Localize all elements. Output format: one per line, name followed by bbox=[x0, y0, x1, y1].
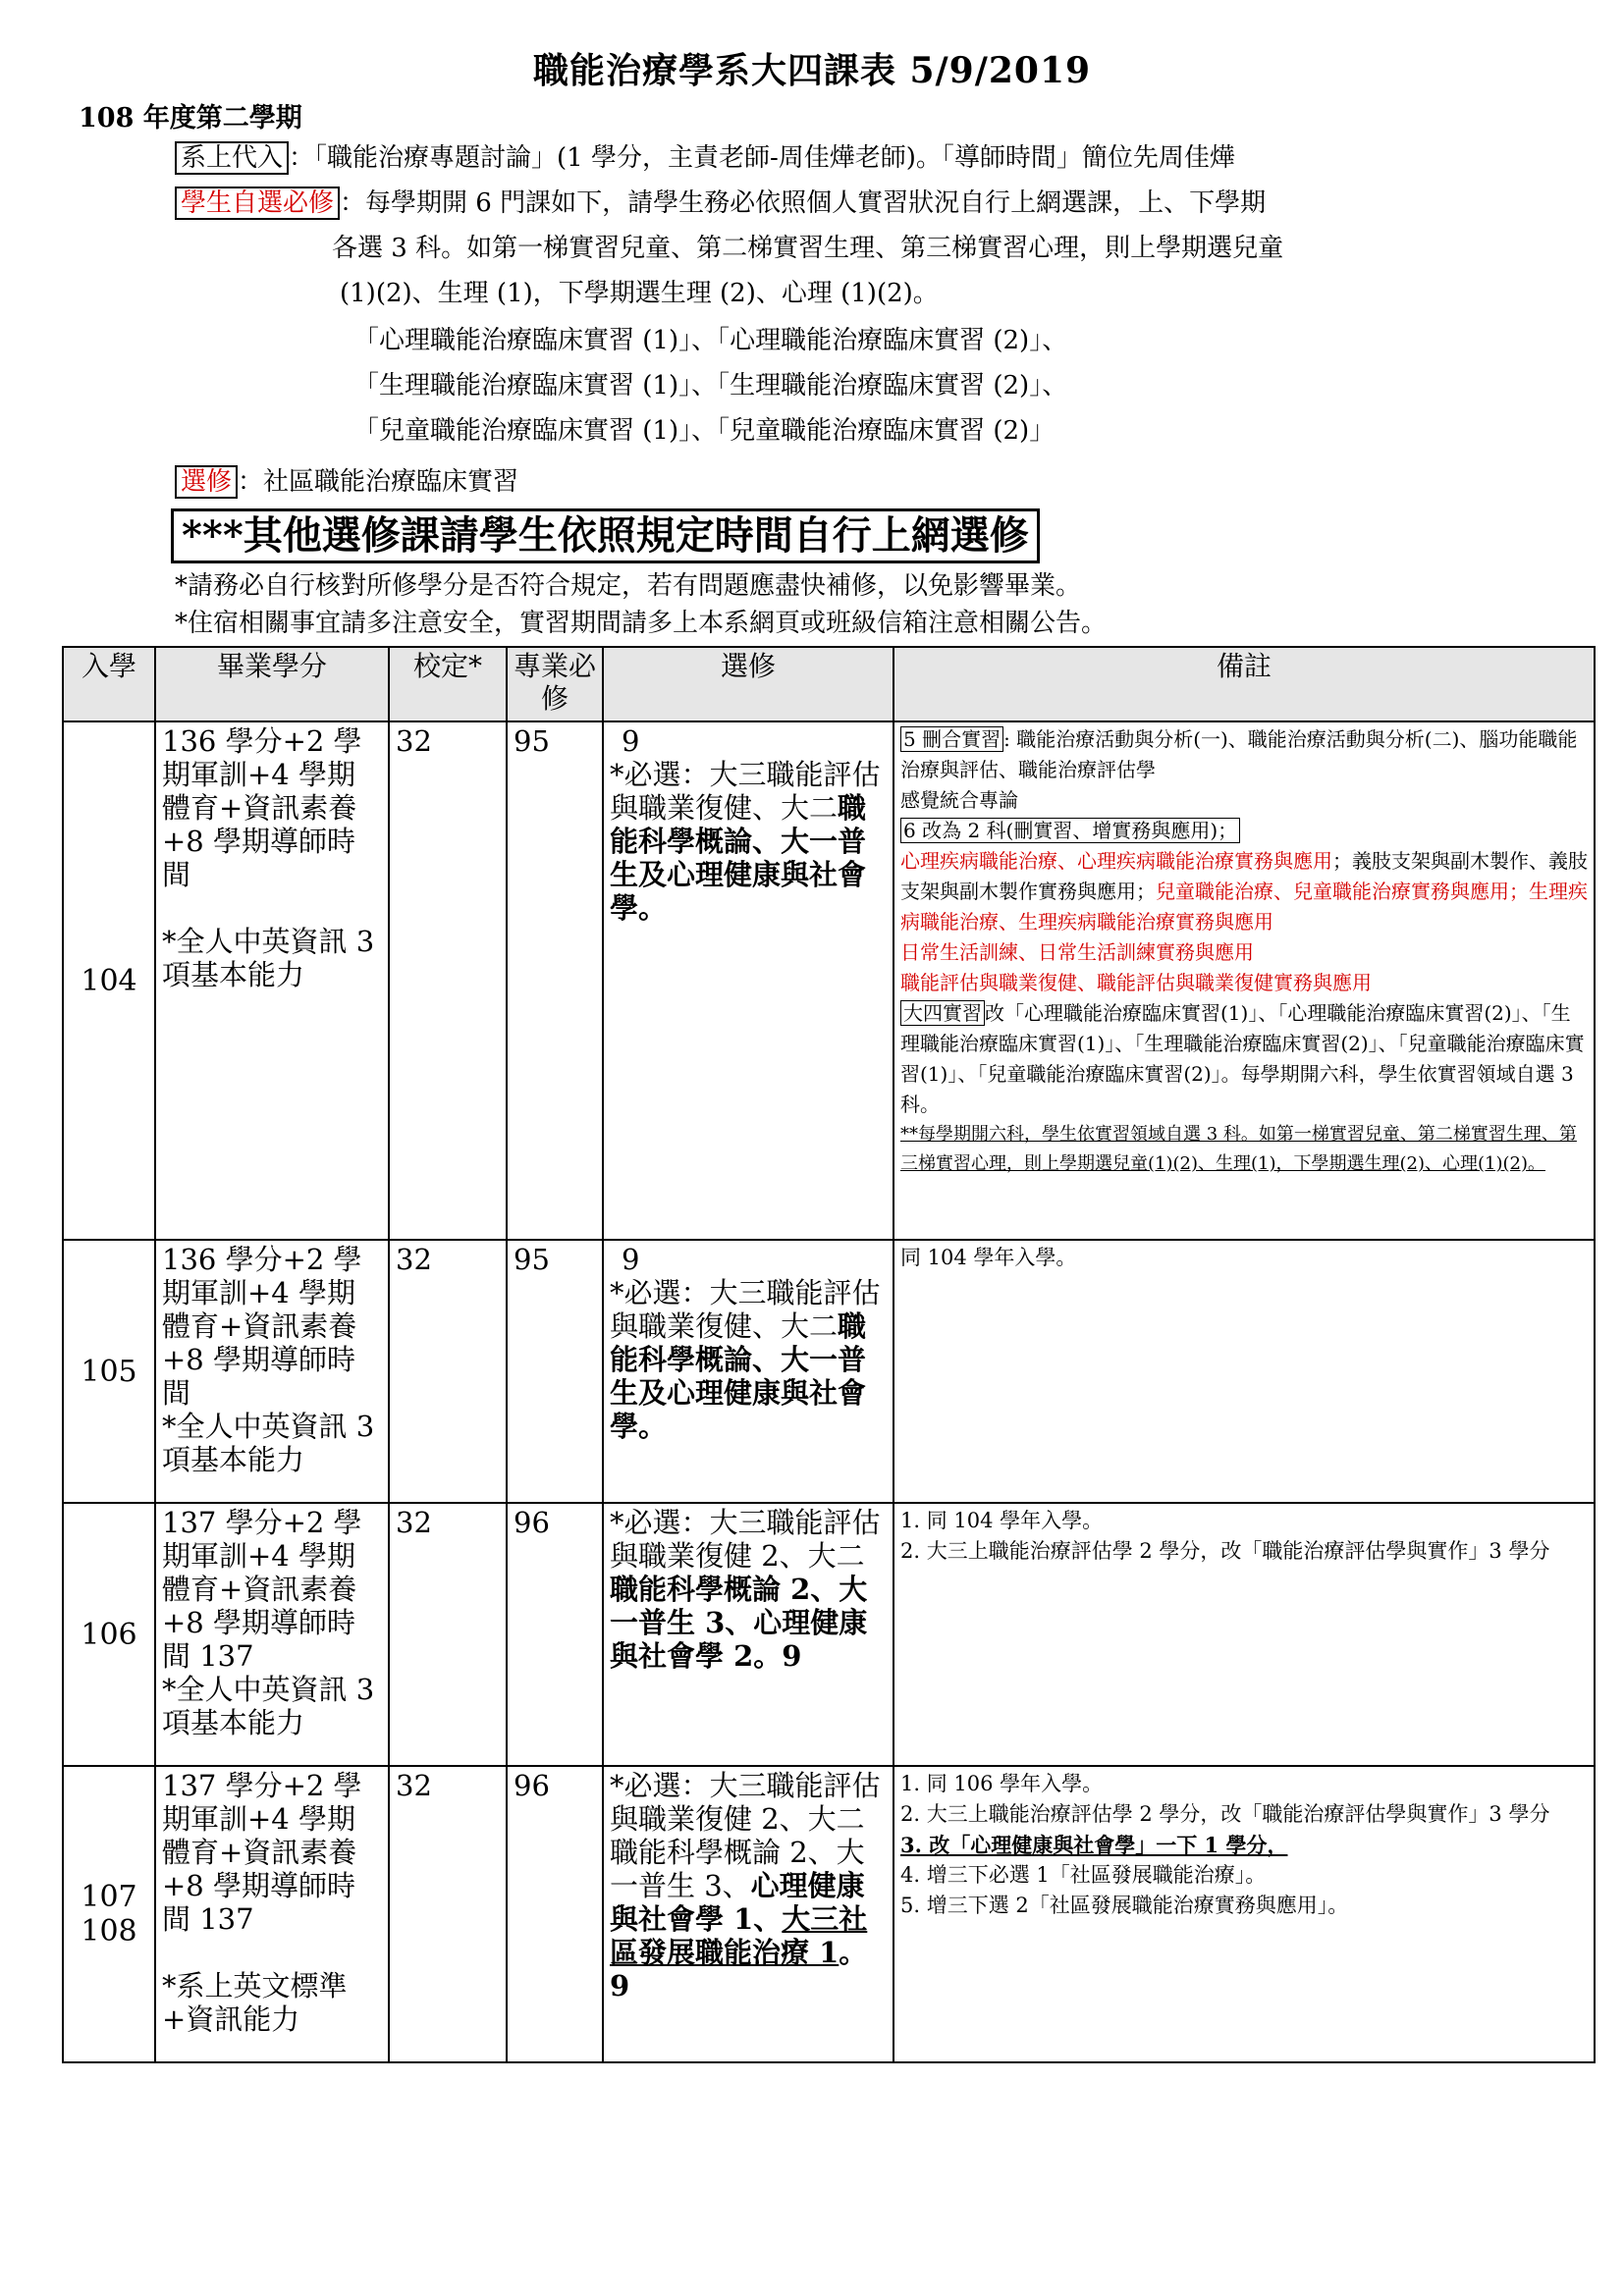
schedule-table bbox=[62, 646, 1596, 2063]
dept-text: ：「職能治療專題討論」(1 學分，主責老師-周佳燁老師)。「導師時間」簡位先周佳燁 bbox=[289, 143, 1235, 173]
elective-text: ：社區職能治療臨床實習 bbox=[238, 467, 519, 497]
required-text-1: ：每學期開 6 門課如下，請學生務必依照個人實習狀況自行上網選課，上、下學期 bbox=[340, 188, 1267, 218]
remark-item: 1. 同 106 學年入學。 bbox=[900, 1772, 1104, 1795]
reminder-2: *住宿相關事宜請多注意安全，實習期間請多上本系網頁或班級信箱注意相關公告。 bbox=[175, 609, 1108, 638]
remark-text: 改「心理職能治療臨床實習(1)」、「心理職能治療臨床實習(2)」、「生理職能治療臨床實習(1)」、「生理職能治療臨床實習(2)」、「兒童職能治療臨床實習(1)」、「兒童職能治療臨床實習(2)」。每學期開六科，學生依實習領域自選 3 科。 bbox=[900, 1001, 1585, 1116]
remarks-cell bbox=[893, 1766, 1595, 2062]
elective-number: 9 bbox=[622, 724, 640, 758]
header-school: 校定* bbox=[389, 647, 507, 721]
required-text-3: (1)(2)、生理 (1)，下學期選生理 (2)、心理 (1)(2)。 bbox=[340, 279, 939, 308]
major-cell: 95 bbox=[507, 721, 603, 1240]
grad-cell bbox=[155, 1240, 389, 1503]
remarks-cell bbox=[893, 721, 1595, 1240]
elective-required: *必選：大三職能評估與職業復健 2、大二 bbox=[610, 1506, 881, 1573]
grad-note: *全人中英資訊 3 項基本能力 bbox=[162, 925, 375, 991]
remark-item: 2. 大三上職能治療評估學 2 學分，改「職能治療評估學與實作」3 學分 bbox=[900, 1802, 1550, 1826]
remark-item: 2. 大三上職能治療評估學 2 學分，改「職能治療評估學與實作」3 學分 bbox=[900, 1539, 1550, 1563]
year-107: 107 bbox=[81, 1880, 137, 1914]
header-major: 專業必修 bbox=[507, 647, 603, 721]
elective-required: *必選：大三職能評估與職業復健、大二 bbox=[610, 758, 881, 825]
year-108: 108 bbox=[81, 1914, 137, 1949]
elective-cell bbox=[603, 1240, 893, 1503]
school-cell: 32 bbox=[389, 721, 507, 1240]
required-text-2: 各選 3 科。如第一梯實習兒童、第二梯實習生理、第三梯實習心理，則上學期選兒童 bbox=[332, 234, 1284, 263]
remark-red: 兒童職能治療、兒童職能治療實務與應用；生理疾病職能治療、生理疾病職能治療實務與應用 bbox=[900, 880, 1588, 934]
elective-note bbox=[175, 463, 518, 501]
table-row bbox=[63, 1240, 1595, 1503]
elective-required-bold: 職能科學概論 2、大一普生 3、心理健康與社會學 2。9 bbox=[610, 1573, 868, 1673]
school-cell: 32 bbox=[389, 1240, 507, 1503]
header-year: 入學 bbox=[63, 647, 155, 721]
header-grad: 畢業學分 bbox=[155, 647, 389, 721]
elective-tag: 選修 bbox=[175, 465, 238, 499]
grad-cell bbox=[155, 1766, 389, 2062]
grad-note: *全人中英資訊 3 項基本能力 bbox=[162, 1673, 375, 1739]
elective-required: *必選：大三職能評估與職業復健 2、大二職能科學概論 2、大一普生 3、 bbox=[610, 1769, 881, 1902]
school-cell: 32 bbox=[389, 1503, 507, 1766]
grad-note: *全人中英資訊 3 項基本能力 bbox=[162, 1410, 375, 1476]
major-cell: 96 bbox=[507, 1503, 603, 1766]
grad-note: *系上英文標準+資訊能力 bbox=[162, 1969, 348, 2036]
table-header-row bbox=[63, 647, 1595, 721]
grad-text: 137 學分+2 學期軍訓+4 學期體育+資訊素養+8 學期導師時間 137 bbox=[162, 1769, 362, 1936]
header-elective: 選修 bbox=[603, 647, 893, 721]
course-line-2: 「生理職能治療臨床實習 (1)」、「生理職能治療臨床實習 (2)」、 bbox=[353, 371, 1068, 400]
big-notice: ***其他選修課請學生依照規定時間自行上網選修 bbox=[171, 508, 1040, 563]
year-cell bbox=[63, 1766, 155, 2062]
term-label: 108 年度第二學期 bbox=[79, 103, 302, 133]
year-cell: 104 bbox=[63, 721, 155, 1240]
grad-text: 136 學分+2 學期軍訓+4 學期體育+資訊素養+8 學期導師時間 bbox=[162, 1243, 362, 1410]
remark-tag-merge: 5 刪合實習 bbox=[900, 726, 1003, 752]
elective-cell bbox=[603, 721, 893, 1240]
remarks-cell bbox=[893, 1503, 1595, 1766]
course-line-3: 「兒童職能治療臨床實習 (1)」、「兒童職能治療臨床實習 (2)」 bbox=[353, 416, 1056, 446]
remark-tag-change: 6 改為 2 科(刪實習、增實務與應用)； bbox=[900, 818, 1240, 843]
grad-cell bbox=[155, 1503, 389, 1766]
remark-item: 1. 同 104 學年入學。 bbox=[900, 1509, 1104, 1532]
remark-red: 日常生活訓練、日常生活訓練實務與應用 bbox=[900, 940, 1254, 964]
dept-tag: 系上代入 bbox=[175, 141, 289, 175]
remark-text: : 職能治療活動與分析(一)、職能治療活動與分析(二)、腦功能職能治療與評估、職能治療評估學 bbox=[900, 727, 1578, 781]
header-remarks: 備註 bbox=[893, 647, 1595, 721]
elective-required-bold: 職能科學概論、大一普生及心理健康與社會學。 bbox=[610, 791, 867, 925]
remark-text: ；義肢支架與副木製作、義肢支架與副木製作實務與應用； bbox=[900, 849, 1588, 903]
grad-cell bbox=[155, 721, 389, 1240]
remark-text: 感覺統合專論 bbox=[900, 788, 1018, 812]
reminder-1: *請務必自行核對所修學分是否符合規定，若有問題應盡快補修，以免影響畢業。 bbox=[175, 571, 1082, 601]
elective-required-underline: 大三社區發展職能治療 1 bbox=[610, 1902, 868, 1969]
remarks-cell bbox=[893, 1240, 1595, 1503]
required-tag: 學生自選必修 bbox=[175, 187, 340, 220]
elective-number: 9 bbox=[622, 1243, 640, 1276]
remark-item: 4. 增三下必選 1「社區發展職能治療」。 bbox=[900, 1863, 1267, 1887]
dept-note bbox=[175, 139, 1235, 177]
remark-item: 3. 改「心理健康與社會學」一下 1 學分， bbox=[900, 1833, 1288, 1857]
elective-required-bold: 心理健康與社會學 1、 bbox=[610, 1869, 865, 1936]
remark-red: 職能評估與職業復健、職能評估與職業復健實務與應用 bbox=[900, 971, 1372, 994]
year-cell: 106 bbox=[63, 1503, 155, 1766]
elective-cell bbox=[603, 1503, 893, 1766]
major-cell: 96 bbox=[507, 1766, 603, 2062]
elective-required-end: 。9 bbox=[610, 1936, 868, 2002]
grad-text: 136 學分+2 學期軍訓+4 學期體育+資訊素養+8 學期導師時間 bbox=[162, 724, 362, 891]
elective-required-bold: 職能科學概論、大一普生及心理健康與社會學。 bbox=[610, 1309, 867, 1443]
remark-tag-intern: 大四實習 bbox=[900, 1000, 985, 1026]
elective-cell bbox=[603, 1766, 893, 2062]
page-title: 職能治療學系大四課表 5/9/2019 bbox=[532, 50, 1092, 91]
table-row bbox=[63, 1503, 1595, 1766]
remark-note: **每學期開六科，學生依實習領域自選 3 科。如第一梯實習兒童、第二梯實習生理、第三梯實習心理，則上學期選兒童(1)(2)、生理(1)，下學期選生理(2)、心理(1)(2)。 bbox=[900, 1124, 1577, 1174]
school-cell: 32 bbox=[389, 1766, 507, 2062]
table-row bbox=[63, 721, 1595, 1240]
grad-text: 137 學分+2 學期軍訓+4 學期體育+資訊素養+8 學期導師時間 137 bbox=[162, 1506, 362, 1673]
remark-text: 同 104 學年入學。 bbox=[900, 1246, 1077, 1269]
required-note bbox=[175, 185, 1266, 222]
remark-red: 心理疾病職能治療、心理疾病職能治療實務與應用 bbox=[900, 849, 1332, 873]
table-row bbox=[63, 1766, 1595, 2062]
major-cell: 95 bbox=[507, 1240, 603, 1503]
course-line-1: 「心理職能治療臨床實習 (1)」、「心理職能治療臨床實習 (2)」、 bbox=[353, 326, 1068, 355]
year-cell: 105 bbox=[63, 1240, 155, 1503]
remark-item: 5. 增三下選 2「社區發展職能治療實務與應用」。 bbox=[900, 1894, 1349, 1917]
elective-required: *必選：大三職能評估與職業復健、大二 bbox=[610, 1276, 881, 1343]
